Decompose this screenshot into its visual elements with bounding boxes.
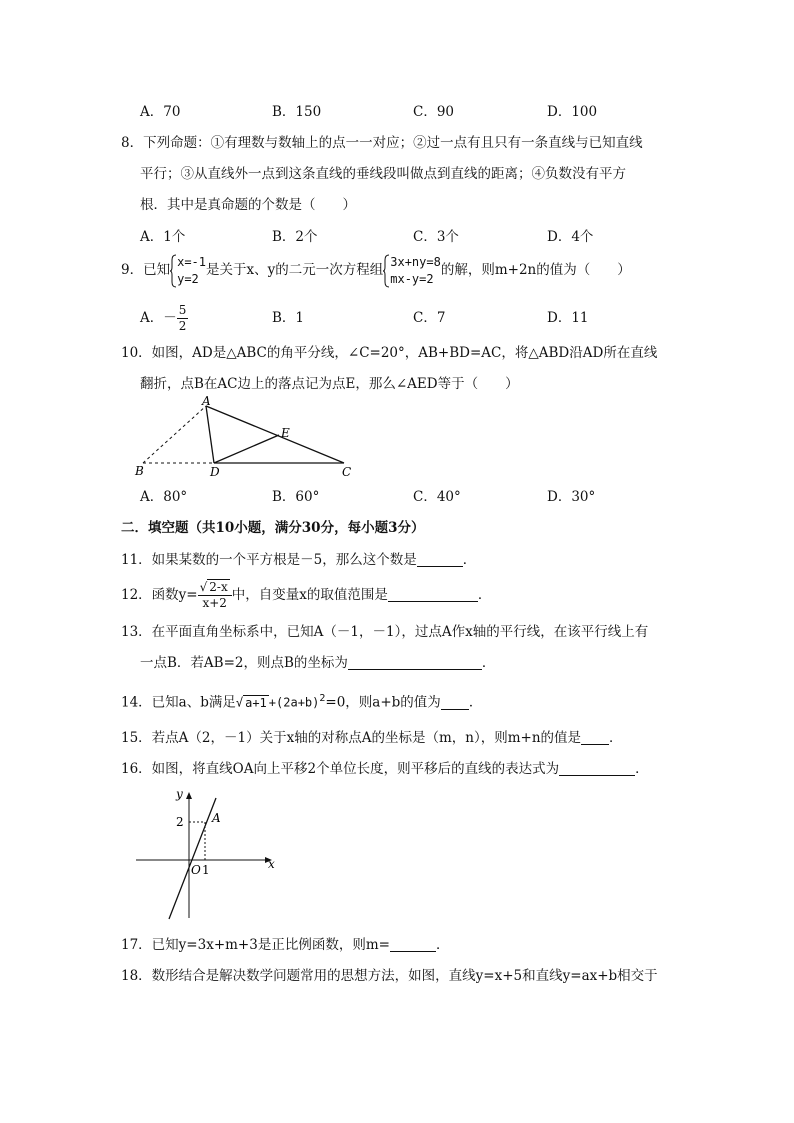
q15 — [121, 729, 623, 747]
q9-option-c: C．7 — [413, 310, 446, 326]
q18-line-1: 18．数形结合是解决数学问题常用的思想方法，如图，直线y=x+5和直线y=ax+b相交于 — [121, 968, 658, 984]
q16-label-x: x — [268, 857, 275, 871]
q17-text: 17．已知y=3x+m+3是正比例函数，则m= — [121, 937, 390, 953]
q12-answer-blank[interactable] — [388, 587, 478, 602]
q10-triangle-figure — [132, 392, 362, 482]
q11-answer-blank[interactable] — [417, 552, 463, 567]
q7-option-b: B．150 — [272, 104, 322, 120]
q12-suffix: 中，自变量x的取值范围是 — [231, 587, 388, 603]
q16-label-two: 2 — [176, 815, 184, 829]
brace-icon — [383, 254, 389, 288]
q11-text: 11．如果某数的一个平方根是－5，那么这个数是 — [121, 552, 417, 568]
q16-label-one: 1 — [202, 863, 210, 877]
q9-sys2-eq1: 3x+ny=8 — [390, 254, 441, 269]
q9-option-a-fraction — [177, 303, 189, 334]
q12-end: ． — [477, 587, 492, 603]
q11-end: ． — [462, 552, 477, 568]
q10-option-a: A．80° — [140, 489, 188, 505]
q10-label-b: B — [135, 464, 144, 478]
q16-coordinate-figure — [132, 786, 278, 922]
q9-suffix: 的解，则m+2n的值为（ ） — [440, 262, 631, 278]
q16 — [121, 760, 649, 778]
q10-line-2: 翻折，点B在AC边上的落点记为点E，那么∠AED等于（ ） — [140, 376, 519, 392]
q14-end: ． — [468, 694, 483, 711]
q15-text: 15．若点A（2，－1）关于x轴的对称点A的坐标是（m，n），则m+n的值是 — [121, 730, 582, 746]
q9-option-b: B．1 — [272, 310, 305, 326]
q9-stem — [121, 252, 631, 288]
q8-option-a: A．1个 — [140, 229, 186, 245]
q16-label-o: O — [191, 863, 201, 877]
q13-line-2-text: 一点B．若AB=2，则点B的坐标为 — [140, 655, 348, 671]
q10-label-a: A — [202, 394, 211, 408]
q12-numerator: √ 2-x — [198, 580, 232, 596]
q14-sqrt: √ a+1 — [235, 695, 267, 710]
q12 — [121, 577, 491, 613]
q14-prefix: 14．已知a、b满足 — [121, 694, 236, 711]
q10-label-c: C — [342, 465, 352, 479]
q11 — [121, 551, 476, 569]
q9-solution-system — [170, 254, 206, 288]
q10-label-e: E — [281, 426, 290, 440]
q15-end: ． — [609, 730, 623, 746]
q12-denominator: x+2 — [202, 596, 227, 610]
q8-option-d: D．4个 — [547, 229, 594, 245]
q10-label-d: D — [210, 465, 220, 479]
q13-line-2 — [140, 654, 495, 672]
q9-equation-system — [383, 254, 441, 288]
section-heading-fill-in: 二．填空题（共10小题，满分30分，每小题3分） — [121, 520, 425, 536]
q10-segment-ac — [206, 406, 344, 463]
q9-sys1-eq2: y=2 — [177, 271, 199, 286]
q13-line-1: 13．在平面直角坐标系中，已知A（－1，－1），过点A作x轴的平行线，在该平行线上有 — [121, 624, 649, 640]
q9-option-a-den: 2 — [178, 319, 187, 333]
q14-answer-blank[interactable] — [441, 695, 469, 710]
q10-option-b: B．60° — [272, 489, 320, 505]
q10-dashed-ab — [143, 406, 206, 463]
q8-option-b: B．2个 — [272, 229, 318, 245]
q14-sqrt-body: a+1 — [245, 695, 267, 710]
q15-answer-blank[interactable] — [581, 730, 609, 745]
q10-line-1: 10．如图，AD是△ABC的角平分线，∠C=20°，AB+BD=AC，将△ABD沿AD所在直线 — [121, 345, 658, 361]
q7-option-d: D．100 — [547, 104, 598, 120]
q14 — [121, 690, 482, 712]
q16-label-a: A — [212, 811, 221, 825]
q17-answer-blank[interactable] — [390, 937, 436, 952]
q17 — [121, 936, 449, 954]
q7-option-a: A．70 — [140, 104, 181, 120]
y-axis-arrow-icon — [186, 792, 192, 799]
q16-label-y: y — [176, 787, 183, 801]
q8-line-1: 8．下列命题：①有理数与数轴上的点一一对应；②过一点有且只有一条直线与已知直线 — [121, 135, 643, 151]
q9-option-a-num: 5 — [178, 303, 187, 317]
q8-line-2: 平行；③从直线外一点到这条直线的垂线段叫做点到直线的距离；④负数没有平方 — [140, 166, 626, 182]
q10-option-d: D．30° — [547, 489, 596, 505]
q16-end: ． — [635, 761, 649, 777]
q8-line-3: 根．其中是真命题的个数是（ ） — [140, 197, 356, 213]
q16-answer-blank[interactable] — [559, 761, 635, 776]
q12-sqrt-body: 2-x — [209, 580, 228, 594]
q9-option-a-label: A．－ — [140, 310, 177, 326]
q13-end: ． — [481, 655, 496, 671]
q12-prefix: 12．函数y= — [121, 587, 198, 603]
q7-option-c: C．90 — [413, 104, 455, 120]
q14-rest: +(2a+b) — [268, 695, 320, 710]
q9-option-a — [140, 302, 188, 334]
q9-sys1-eq1: x=-1 — [177, 254, 206, 269]
q9-prefix: 9．已知 — [121, 262, 171, 278]
q10-segment-de — [214, 435, 279, 463]
q14-exponent: 2 — [319, 693, 326, 704]
q8-option-c: C．3个 — [413, 229, 459, 245]
q17-end: ． — [435, 937, 450, 953]
q14-rest2: =0，则a+b的值为 — [325, 694, 441, 711]
q13-answer-blank[interactable] — [348, 655, 482, 670]
q10-option-c: C．40° — [413, 489, 461, 505]
brace-icon — [170, 254, 176, 288]
q16-text: 16．如图，将直线OA向上平移2个单位长度，则平移后的直线的表达式为 — [121, 761, 560, 777]
q10-segment-ad — [206, 406, 214, 463]
q9-option-d: D．11 — [547, 310, 589, 326]
q9-mid: 是关于x、y的二元一次方程组 — [206, 262, 384, 278]
q9-sys2-eq2: mx-y=2 — [390, 271, 434, 286]
q12-fraction — [198, 580, 232, 611]
